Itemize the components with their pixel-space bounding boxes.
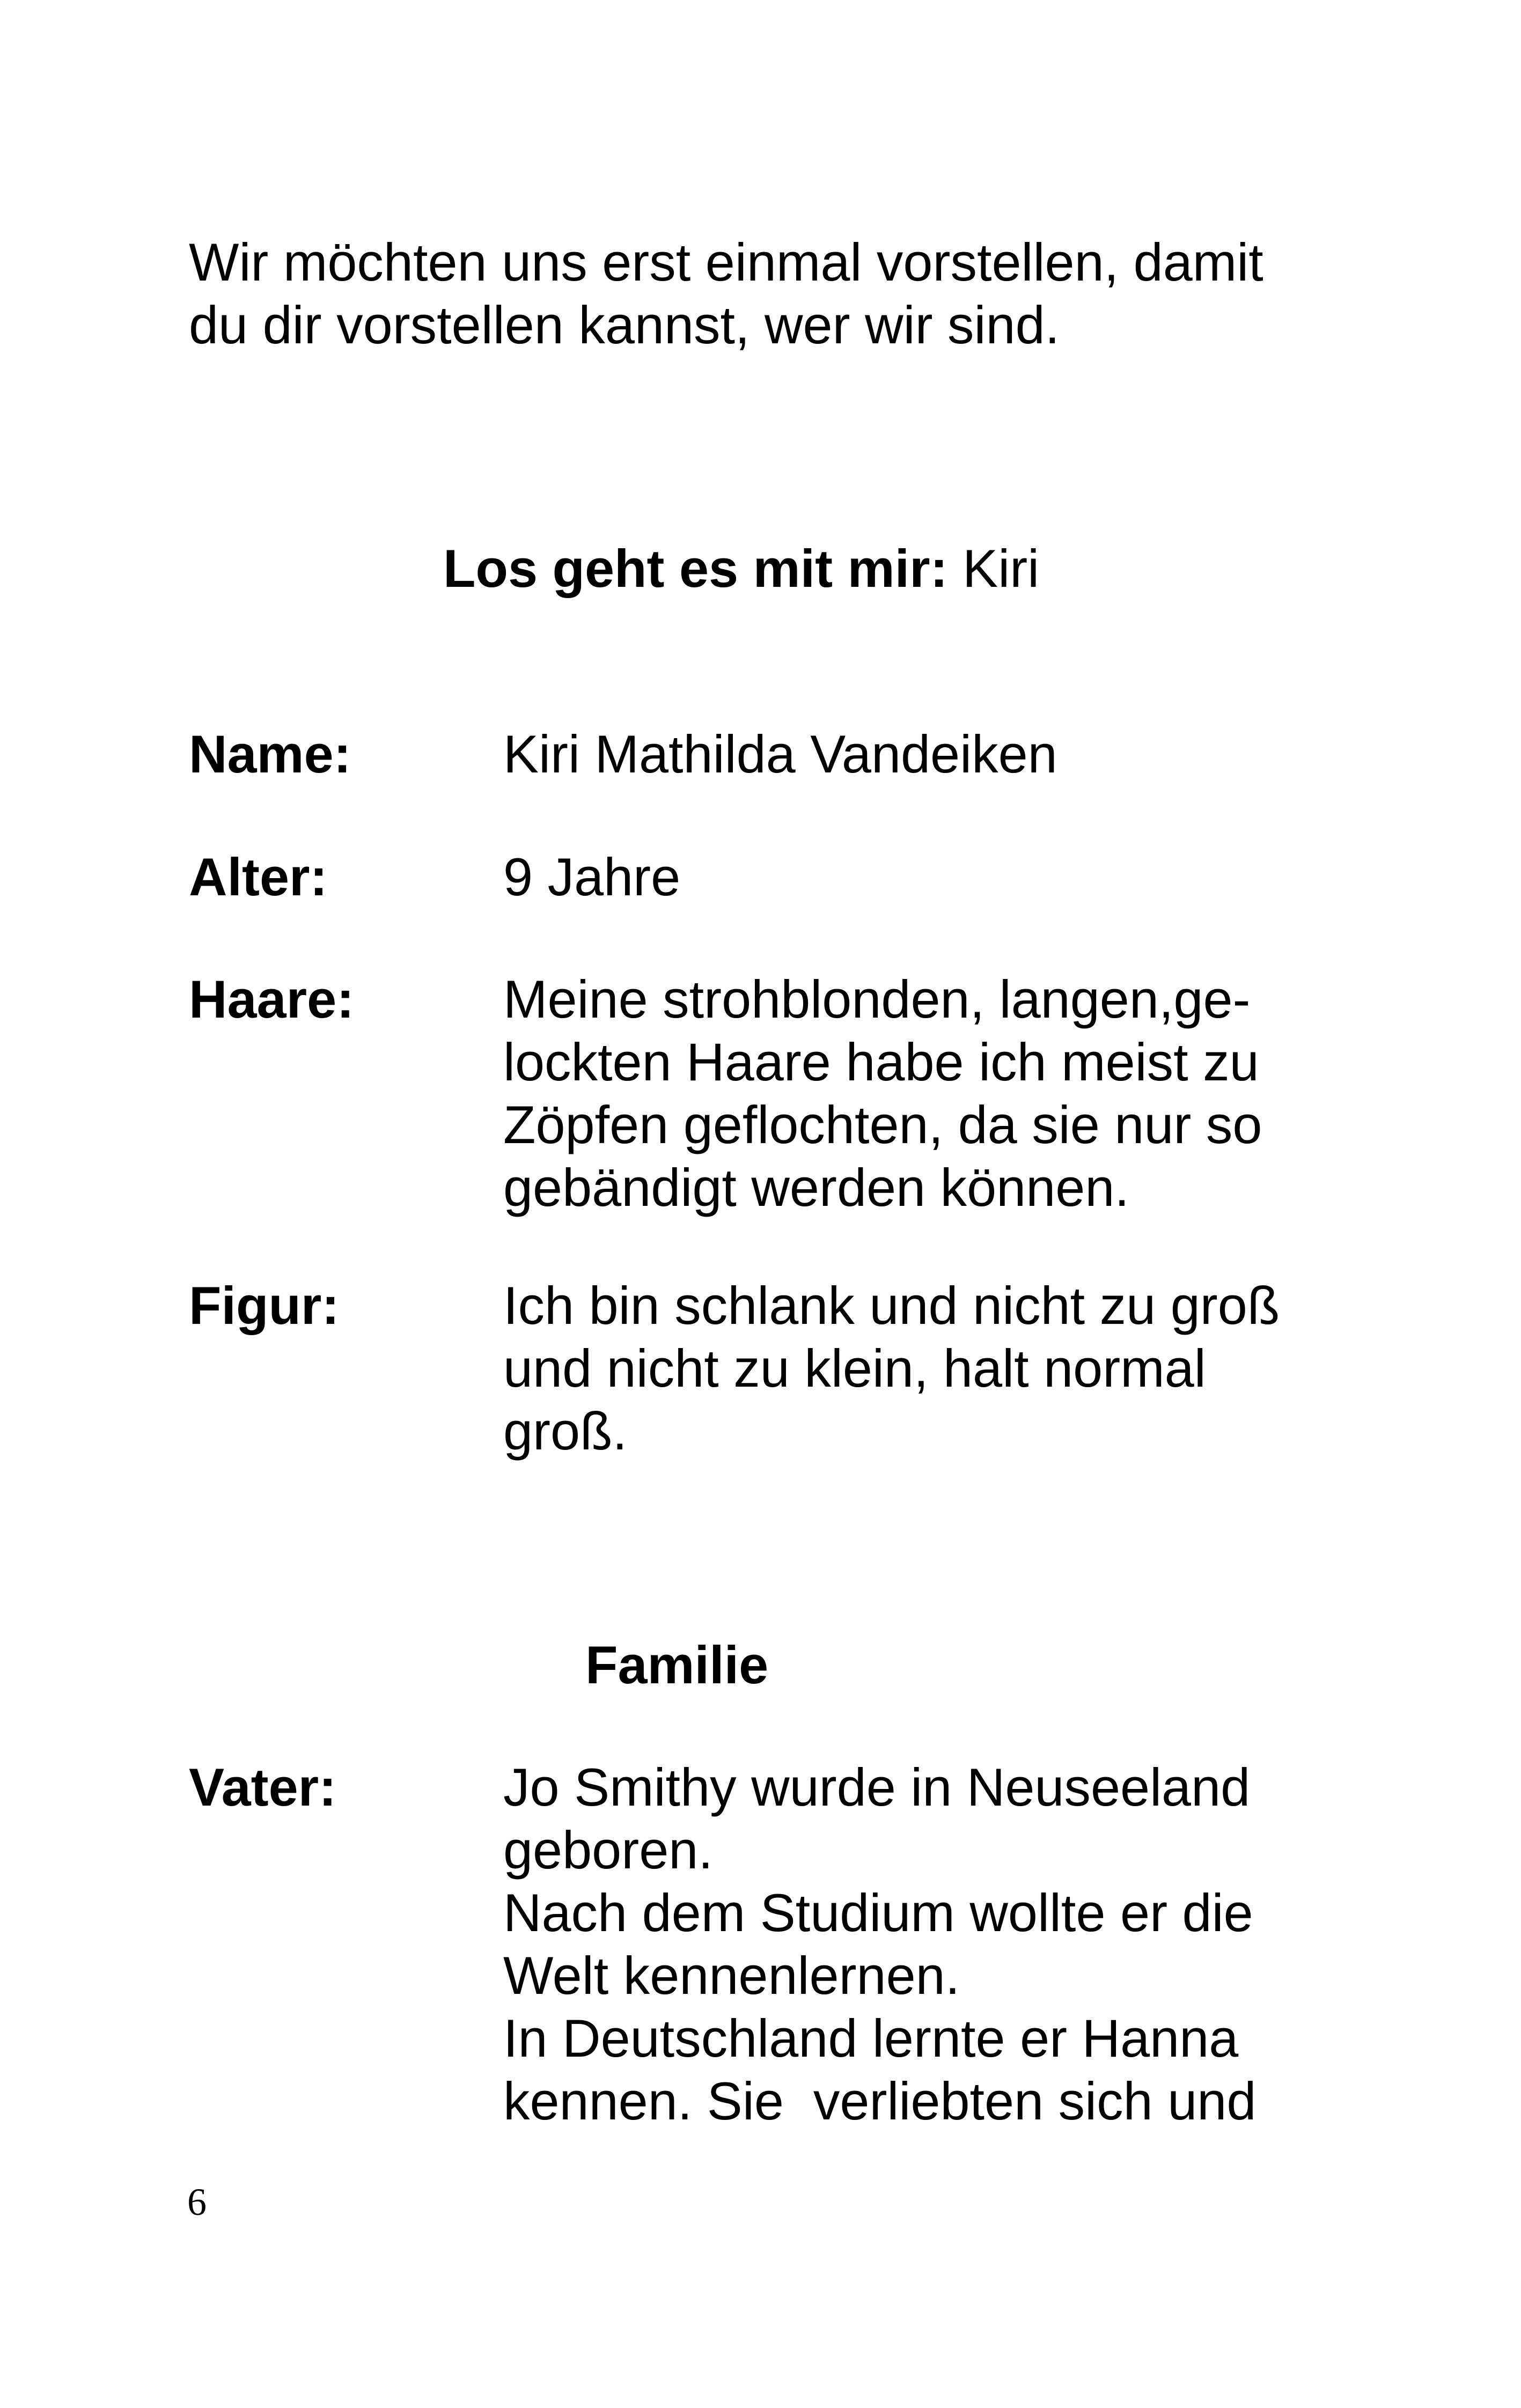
heading-name-text: Kiri [947, 539, 1040, 598]
value-line: kennen. Sie verliebten sich und [503, 2071, 1257, 2131]
value-line: Kiri Mathilda Vandeiken [503, 724, 1057, 784]
field-value [503, 1274, 1280, 1462]
heading-bold-text: Los geht es mit mir: [443, 539, 948, 598]
field-value [503, 968, 1262, 1219]
value-line: geboren. [503, 1820, 713, 1880]
field-label: Figur: [189, 1276, 340, 1335]
value-line: In Deutschland lernte er Hanna [503, 2008, 1239, 2068]
family-section-title: Familie [585, 1635, 769, 1695]
field-label: Name: [189, 724, 351, 784]
value-line: Jo Smithy wurde in Neuseeland [503, 1757, 1251, 1817]
value-line: Zöpfen geflochten, da sie nur so [503, 1095, 1262, 1154]
value-line: Ich bin schlank und nicht zu groß [503, 1276, 1280, 1335]
field-value [503, 1756, 1256, 2132]
intro-paragraph [189, 231, 1316, 356]
value-line: groß. [503, 1401, 628, 1461]
value-line: lockten Haare habe ich meist zu [503, 1032, 1259, 1092]
section-heading [443, 537, 1039, 600]
field-value [503, 723, 1057, 785]
value-line: Welt kennenlernen. [503, 1946, 960, 2005]
value-line: Meine strohblonden, langen,ge- [503, 969, 1251, 1029]
value-line: gebändigt werden können. [503, 1158, 1129, 1217]
field-value [503, 845, 680, 908]
field-label: Vater: [189, 1757, 337, 1817]
value-line: und nicht zu klein, halt normal [503, 1338, 1206, 1398]
value-line: 9 Jahre [503, 847, 681, 907]
value-line: Nach dem Studium wollte er die [503, 1883, 1253, 1942]
field-label: Alter: [189, 847, 328, 907]
page-number: 6 [187, 2181, 207, 2223]
intro-line: Wir möchten uns erst einmal vorstellen, damit [189, 232, 1263, 292]
intro-line: du dir vorstellen kannst, wer wir sind. [189, 295, 1060, 355]
field-label: Haare: [189, 969, 355, 1029]
